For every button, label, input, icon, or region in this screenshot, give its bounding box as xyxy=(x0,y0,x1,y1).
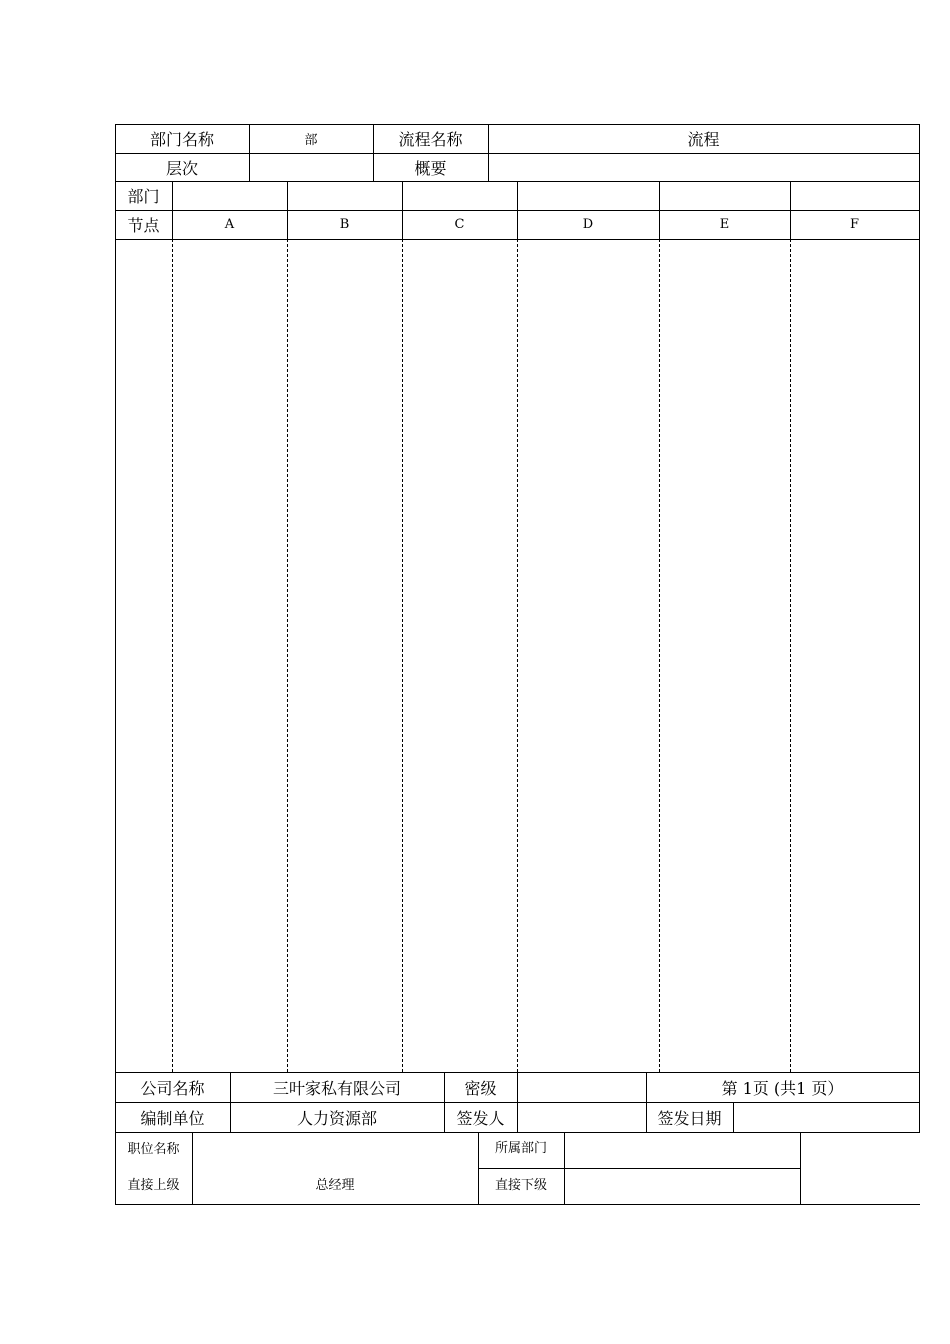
org-label: 编制单位 xyxy=(140,1108,205,1128)
summary-label: 概要 xyxy=(414,158,447,178)
border xyxy=(115,1204,920,1205)
lane-dept-d[interactable] xyxy=(517,181,659,210)
issue-date-value[interactable] xyxy=(733,1102,919,1132)
lane-column-a: A xyxy=(224,217,235,232)
lane-dept-c[interactable] xyxy=(402,181,517,210)
dept-name-label: 部门名称 xyxy=(149,130,214,149)
level-label: 层次 xyxy=(165,158,198,178)
secrecy-value[interactable] xyxy=(517,1072,646,1102)
process-name-label: 流程名称 xyxy=(398,130,463,149)
position-name-value[interactable] xyxy=(192,1132,478,1168)
lane-column-e: E xyxy=(719,217,730,232)
lane-dept-b[interactable] xyxy=(287,181,402,210)
level-value[interactable] xyxy=(249,153,373,181)
lane-column-f: F xyxy=(849,217,860,232)
lane-column-d: D xyxy=(582,217,594,232)
border xyxy=(919,124,920,1133)
affiliated-dept-value[interactable] xyxy=(564,1132,800,1168)
lane-dept-f[interactable] xyxy=(790,181,919,210)
border xyxy=(800,1132,801,1204)
position-name-label: 职位名称 xyxy=(127,1141,180,1157)
summary-value[interactable] xyxy=(488,153,919,181)
lane-dept-e[interactable] xyxy=(659,181,790,210)
org-value[interactable]: 人力资源部 xyxy=(296,1108,377,1128)
lane-dept-label: 部门 xyxy=(127,187,160,206)
lane-node-label: 节点 xyxy=(127,216,160,235)
direct-subordinate-value[interactable] xyxy=(564,1168,800,1198)
affiliated-dept-label: 所属部门 xyxy=(494,1140,547,1156)
issue-date-label: 签发日期 xyxy=(657,1108,722,1128)
direct-superior-label: 直接上级 xyxy=(127,1177,180,1193)
flowchart-area[interactable] xyxy=(116,240,919,1071)
direct-subordinate-label: 直接下级 xyxy=(494,1177,547,1193)
dept-name-value[interactable]: 部 xyxy=(304,133,318,148)
lane-column-c: C xyxy=(454,217,465,232)
process-name-value[interactable]: 流程 xyxy=(687,130,720,149)
company-value[interactable]: 三叶家私有限公司 xyxy=(272,1078,401,1098)
page-info: 第 1页 (共1 页） xyxy=(721,1078,844,1098)
lane-dept-a[interactable] xyxy=(172,181,287,210)
company-label: 公司名称 xyxy=(140,1078,205,1098)
lane-column-b: B xyxy=(339,217,350,232)
issuer-label: 签发人 xyxy=(456,1108,505,1128)
secrecy-label: 密级 xyxy=(464,1078,497,1098)
issuer-value[interactable] xyxy=(517,1102,646,1132)
direct-superior-value[interactable]: 总经理 xyxy=(315,1177,355,1193)
